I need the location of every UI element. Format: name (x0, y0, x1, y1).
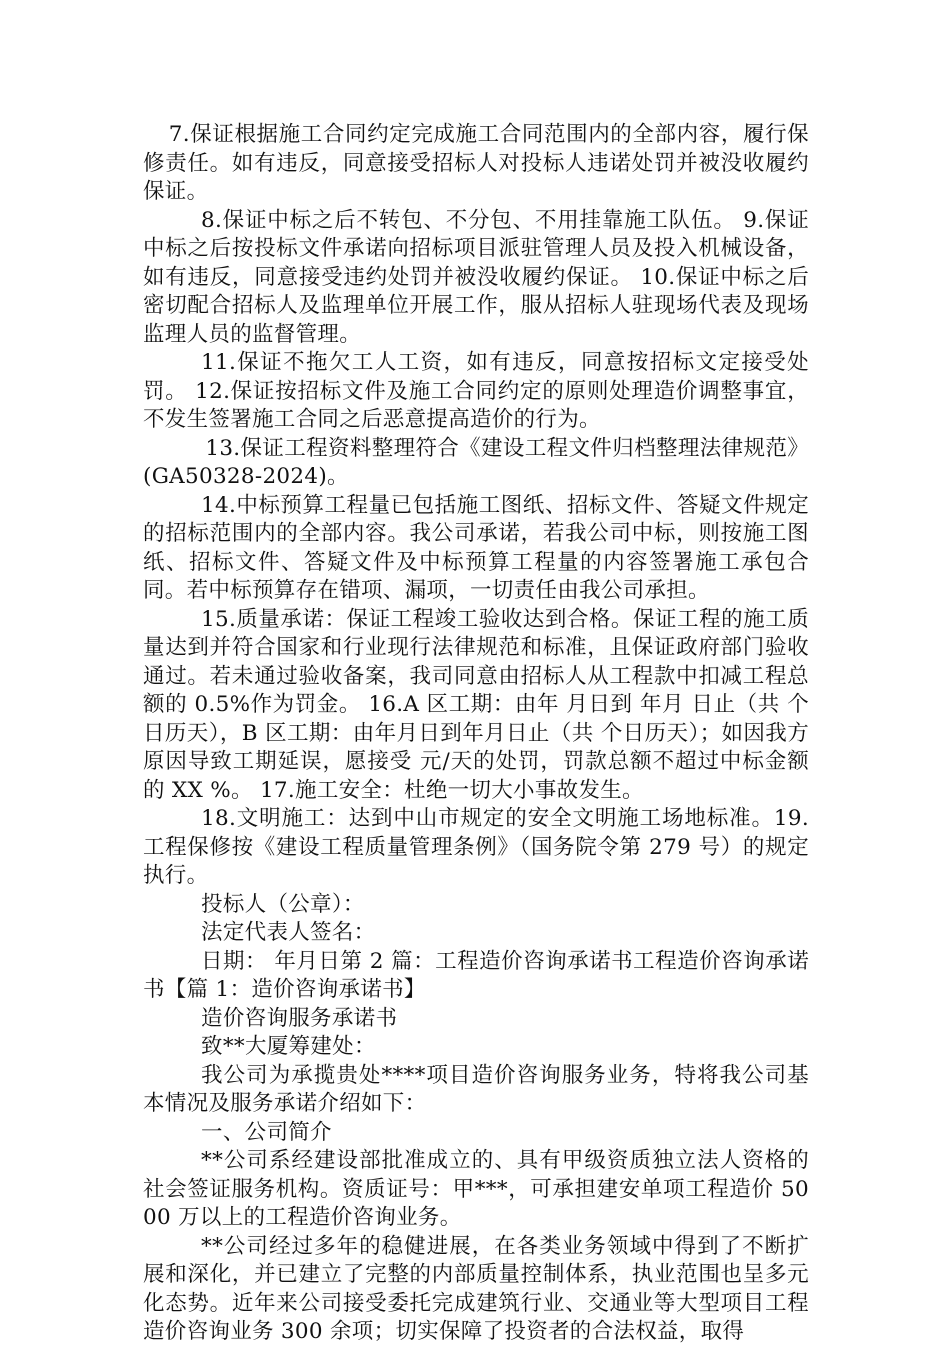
letter-intro: 我公司为承揽贵处****项目造价咨询服务业务，特将我公司基本情况及服务承诺介绍如下： (143, 1062, 809, 1116)
paragraph-guarantee-14: 14.中标预算工程量已包括施工图纸、招标文件、答疑文件规定的招标范围内的全部内容。我公司承诺，若我公司中标，则按施工图纸、招标文件、答疑文件及中标预算工程量的内容签署施工承包合同。若中标预算存在错项、漏项，一切责任由我公司承担。 (143, 492, 809, 603)
section-heading-company-profile: 一、公司简介 (201, 1119, 332, 1145)
paragraph-guarantee-13: 13.保证工程资料整理符合《建设工程文件归档整理法律规范》(GA50328-2024)。 (143, 435, 809, 489)
company-profile-paragraph-2: **公司经过多年的稳健进展，在各类业务领域中得到了不断扩展和深化，并已建立了完整的内部质量控制体系，执业范围也呈多元化态势。近年来公司接受委托完成建筑行业、交通业等大型项目工程造价咨询业务 300 余项；切实保障了投资者的合法权益，取得 (143, 1233, 809, 1344)
document-body (143, 121, 809, 1347)
paragraph-guarantee-8-10: 8.保证中标之后不转包、不分包、不用挂靠施工队伍。 9.保证中标之后按投标文件承诺向招标项目派驻管理人员及投入机械设备，如有违反，同意接受违约处罚并被没收履约保证。 10.保证中标之后密切配合招标人及监理单位开展工作，服从招标人驻现场代表及现场监理人员的监督管理。 (143, 207, 809, 347)
bidder-seal-line: 投标人（公章）： (201, 891, 365, 917)
date-and-section-title: 日期： 年月日第 2 篇：工程造价咨询承诺书工程造价咨询承诺书【篇 1：造价咨询承诺书】 (143, 948, 809, 1002)
consulting-letter-title: 造价咨询服务承诺书 (201, 1005, 398, 1031)
letter-addressee: 致**大厦筹建处： (201, 1034, 376, 1059)
paragraph-guarantee-18-19: 18.文明施工：达到中山市规定的安全文明施工场地标准。19.工程保修按《建设工程质量管理条例》（国务院令第 279 号）的规定执行。 (143, 806, 809, 888)
company-profile-paragraph-1: **公司系经建设部批准成立的、具有甲级资质独立法人资格的社会签证服务机构。资质证号：甲***，可承担建安单项工程造价 5000 万以上的工程造价咨询业务。 (143, 1148, 809, 1230)
legal-representative-line: 法定代表人签名： (201, 920, 376, 945)
paragraph-guarantee-11-12: 11.保证不拖欠工人工资，如有违反，同意按招标文定接受处罚。 12.保证按招标文件及施工合同约定的原则处理造价调整事宜，不发生签署施工合同之后恶意提高造价的行为。 (143, 350, 809, 432)
paragraph-guarantee-15-17: 15.质量承诺：保证工程竣工验收达到合格。保证工程的施工质量达到并符合国家和行业现行法律规范和标准，且保证政府部门验收通过。若未通过验收备案，我司同意由招标人从工程款中扣减工程总额的 0.5%作为罚金。 16.A 区工期：由年 月日到 年月 日止（共 个日历天），B 区工期：由年月日到年月日止（共 个日历天）；如因我方原因导致工期延误，愿接受 元/天的处罚，罚款总额不超过中标金额的 XX %。 17.施工安全：杜绝一切大小事故发生。 (143, 606, 809, 803)
paragraph-guarantee-7: 7.保证根据施工合同约定完成施工合同范围内的全部内容，履行保修责任。如有违反，同意接受招标人对投标人违诺处罚并被没收履约保证。 (143, 122, 809, 204)
